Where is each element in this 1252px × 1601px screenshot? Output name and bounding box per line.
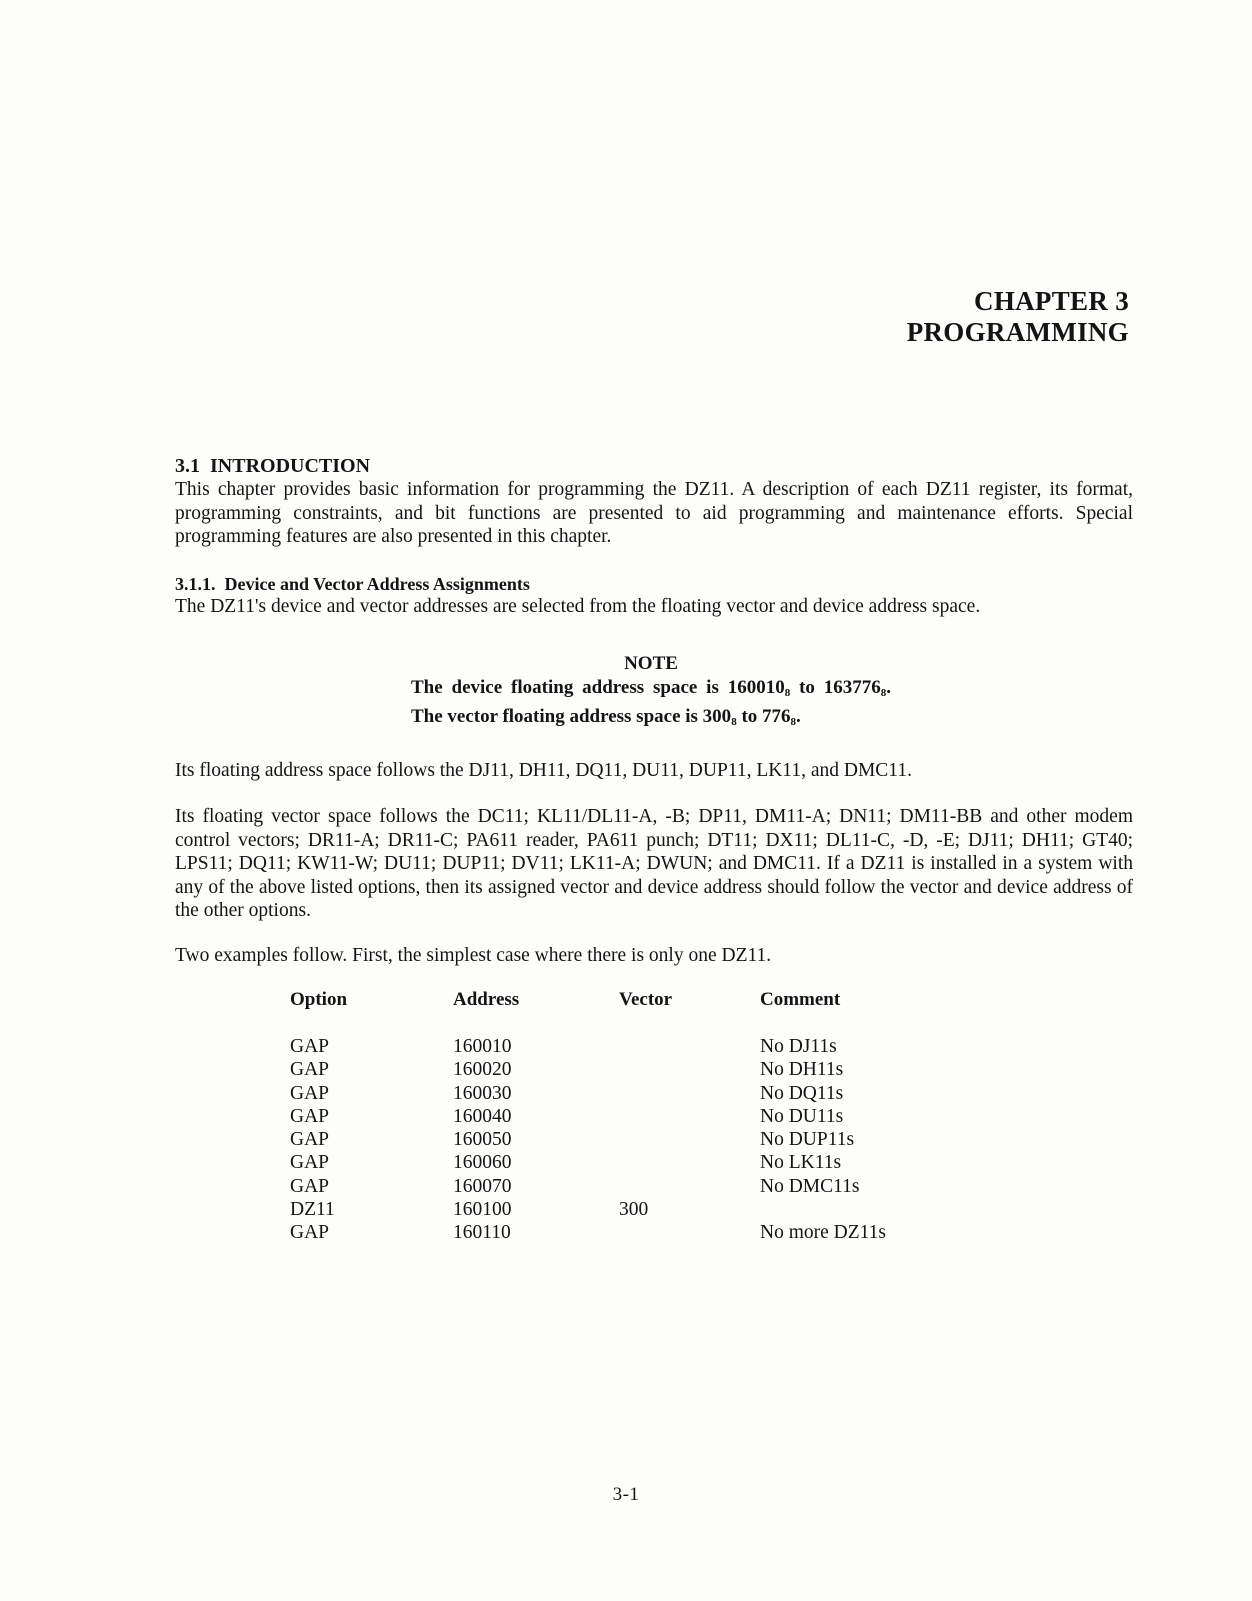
cell-option: DZ11 xyxy=(290,1199,335,1221)
subsection-address-assignments xyxy=(175,573,1133,619)
chapter-heading xyxy=(907,286,1129,348)
cell-vector xyxy=(619,1105,760,1128)
cell-comment: No more DZ11s xyxy=(760,1222,887,1244)
table-row xyxy=(290,1221,980,1244)
table-row xyxy=(290,1128,980,1151)
note-text-part: to 163776 xyxy=(790,676,881,698)
column-header-address: Address xyxy=(453,989,520,1010)
cell-option: GAP xyxy=(290,1082,330,1104)
vector-space-paragraph: Its floating vector space follows the DC11; KL11/DL11-A, -B; DP11, DM11-A; DN11; DM11-BB and other modem control vectors; DR11-A; DR11-C; PA611 reader, PA611 punch; DT11; DX11; DL11-C, -D, -E; DJ11; DH11; GT40; LPS11; DQ11; KW11-W; DU11; DUP11; DV11; LK11-A; DWUN; and DMC11. If a DZ11 is installed in a system with any of the above listed options, then its assigned vector and device address should follow the vector and device address of the other options. xyxy=(175,806,1133,921)
table-header-row xyxy=(290,989,980,1015)
note-subscript: 8 xyxy=(790,716,797,728)
cell-vector xyxy=(619,1175,760,1198)
cell-comment: No DMC11s xyxy=(760,1175,860,1197)
cell-comment: No DU11s xyxy=(760,1105,844,1127)
cell-option: GAP xyxy=(290,1222,330,1244)
note-text-part: . The vector floating address space is 300 xyxy=(411,676,891,727)
note-text-part: The device floating address space is 160010 xyxy=(411,676,785,698)
cell-vector xyxy=(619,1151,760,1174)
table-row xyxy=(290,1035,980,1058)
table-row xyxy=(290,1175,980,1198)
cell-comment: No DJ11s xyxy=(760,1036,837,1057)
cell-option: GAP xyxy=(290,1105,330,1127)
cell-address: 160060 xyxy=(453,1152,512,1174)
note-text-part: . xyxy=(796,706,801,727)
table-row xyxy=(290,1082,980,1105)
section-introduction xyxy=(175,454,1133,549)
chapter-title: PROGRAMMING xyxy=(906,317,1129,347)
column-header-option: Option xyxy=(290,989,348,1010)
table-row xyxy=(290,1151,980,1174)
cell-address: 160110 xyxy=(453,1222,511,1244)
cell-option: GAP xyxy=(290,1059,330,1081)
cell-address: 160010 xyxy=(453,1036,512,1057)
cell-option: GAP xyxy=(290,1152,330,1174)
cell-comment: No DUP11s xyxy=(760,1129,855,1151)
section-title: 3.1 INTRODUCTION xyxy=(175,455,371,477)
examples-paragraph: Two examples follow. First, the simplest case where there is only one DZ11. xyxy=(175,945,772,966)
chapter-number: CHAPTER 3 xyxy=(974,286,1129,316)
cell-address: 160040 xyxy=(453,1105,512,1127)
cell-address: 160050 xyxy=(453,1129,512,1151)
note-block xyxy=(411,652,891,735)
cell-option: GAP xyxy=(290,1129,330,1151)
cell-address: 160030 xyxy=(453,1082,512,1104)
note-subscript: 8 xyxy=(880,686,887,699)
cell-comment: No DH11s xyxy=(760,1059,844,1081)
column-header-comment: Comment xyxy=(760,989,841,1010)
page-number: 3-1 xyxy=(612,1484,640,1505)
table-spacer-row xyxy=(290,1015,980,1035)
note-subscript: 8 xyxy=(784,686,791,699)
table-row xyxy=(290,1058,980,1081)
intro-paragraph: This chapter provides basic information for programming the DZ11. A description of each DZ11 register, its format, programming constraints, and bit functions are presented to aid programming and maintenance efforts. Special programming features are also presented in this chapter. xyxy=(175,479,1133,547)
cell-address: 160070 xyxy=(453,1175,512,1197)
note-text xyxy=(411,676,891,735)
address-assignment-table xyxy=(290,989,980,1245)
subsection-title: 3.1.1. Device and Vector Address Assignments xyxy=(175,574,530,594)
cell-vector: 300 xyxy=(619,1199,649,1221)
cell-comment: No DQ11s xyxy=(760,1082,844,1104)
cell-vector xyxy=(619,1035,760,1058)
cell-comment xyxy=(760,1198,980,1221)
table-row xyxy=(290,1105,980,1128)
column-header-vector: Vector xyxy=(619,989,673,1010)
subsection-body: The DZ11's device and vector addresses are selected from the floating vector and device address space. xyxy=(175,596,981,617)
table-row xyxy=(290,1198,980,1221)
cell-vector xyxy=(619,1082,760,1105)
cell-comment: No LK11s xyxy=(760,1152,842,1174)
cell-vector xyxy=(619,1128,760,1151)
note-text-part: to 776 xyxy=(736,706,791,727)
cell-option: GAP xyxy=(290,1036,330,1057)
note-subscript: 8 xyxy=(731,716,737,728)
cell-option: GAP xyxy=(290,1175,330,1197)
cell-vector xyxy=(619,1221,760,1244)
cell-address: 160020 xyxy=(453,1059,512,1081)
note-label: NOTE xyxy=(624,653,678,674)
cell-address: 160100 xyxy=(453,1199,512,1221)
cell-vector xyxy=(619,1058,760,1081)
address-space-paragraph: Its floating address space follows the DJ11, DH11, DQ11, DU11, DUP11, LK11, and DMC11. xyxy=(175,760,912,781)
